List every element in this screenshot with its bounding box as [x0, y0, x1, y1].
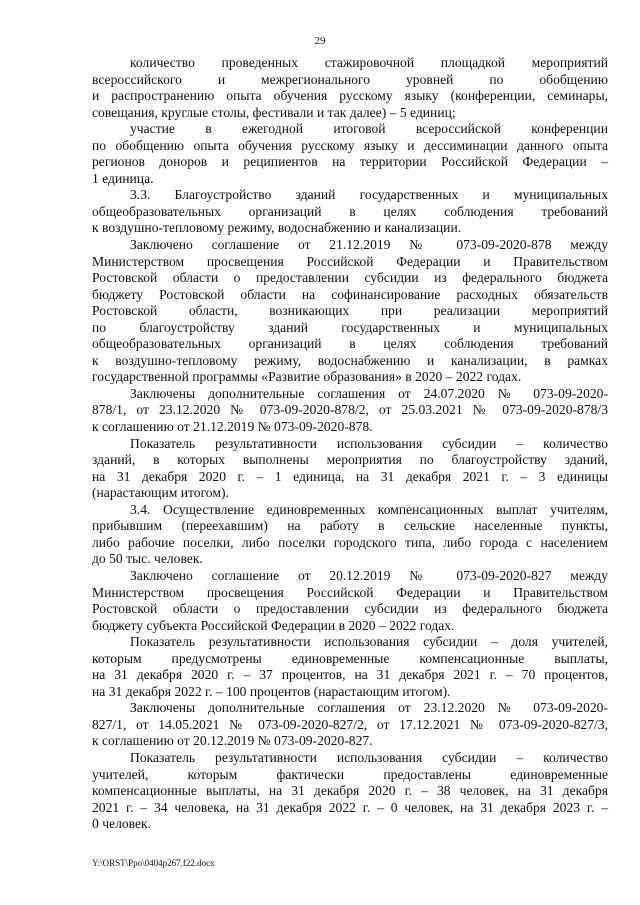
text-line: Министерством просвещения Российской Федерации и Правительством — [92, 253, 608, 269]
text-line: по благоустройству зданий государственных и муниципальных — [92, 319, 608, 335]
text-line: Заключено соглашение от 20.12.2019 № 073-09-2020-827 между — [130, 567, 608, 583]
text-line: на 31 декабря 2020 г. – 37 процентов, на 31 декабря 2021 г. – 70 процентов, — [92, 667, 608, 683]
paragraph — [92, 121, 608, 187]
page-number: 29 — [314, 35, 326, 47]
text-line: до 50 тыс. человек. — [92, 551, 203, 567]
text-line: к соглашению от 21.12.2019 № 073-09-2020-878. — [92, 419, 373, 435]
text-line: на 31 декабря 2022 г. – 100 процентов (нарастающим итогом). — [92, 683, 451, 699]
text-line: регионов доноров и реципиентов на территории Российской Федерации – — [92, 154, 608, 170]
text-line: Заключено соглашение от 21.12.2019 № 073-09-2020-878 между — [130, 237, 608, 253]
text-line: которым предусмотрены единовременные компенсационные выплаты, — [92, 650, 608, 666]
text-line: Заключены дополнительные соглашения от 23.12.2020 № 073-09-2020- — [130, 700, 608, 716]
text-line: Ростовской области о предоставлении субсидии из федерального бюджета — [92, 270, 608, 286]
paragraph — [92, 436, 608, 502]
text-line: Министерством просвещения Российской Федерации и Правительством — [92, 584, 608, 600]
text-line: по обобщению опыта обучения русскому языку и дессиминации данного опыта — [92, 137, 608, 153]
text-line: зданий, в которых выполнены мероприятия по благоустройству зданий, — [92, 452, 608, 468]
text-line: на 31 декабря 2020 г. – 1 единица, на 31 декабря 2021 г. – 3 единицы — [92, 468, 608, 484]
text-line: бюджету субъекта Российской Федерации в 2020 – 2022 годах. — [92, 617, 455, 633]
text-line: (нарастающим итогом). — [92, 485, 229, 501]
text-line: Показатель результативности использования субсидии – доля учителей, — [130, 634, 608, 650]
text-line: государственной программы «Развитие образования» в 2020 – 2022 годах. — [92, 369, 522, 385]
paragraph — [92, 568, 608, 634]
text-line: всероссийского и межрегионального уровней по обобщению — [92, 71, 608, 87]
text-line: совещания, круглые столы, фестивали и так далее) – 5 единиц; — [92, 104, 456, 120]
text-line: количество проведенных стажировочной площадкой мероприятий — [130, 55, 608, 70]
paragraph — [92, 55, 608, 121]
text-line: 3.4. Осуществление единовременных компенсационных выплат учителям, — [130, 501, 608, 517]
text-line: к воздушно-тепловому режиму, водоснабжению и канализации. — [92, 220, 462, 236]
text-line: к соглашению от 20.12.2019 № 073-09-2020-827. — [92, 733, 373, 749]
text-line: 0 человек. — [92, 816, 152, 832]
text-line: общеобразовательных организаций в целях соблюдения требований — [92, 336, 608, 352]
text-line: участие в ежегодной итоговой всероссийской конференции — [130, 121, 608, 137]
paragraph — [92, 634, 608, 700]
text-line: 878/1, от 23.12.2020 № 073-09-2020-878/2, от 25.03.2021 № 073-09-2020-878/3 — [92, 402, 608, 418]
paragraph — [92, 750, 608, 833]
document-body — [92, 55, 608, 833]
text-line: и распространению опыта обучения русскому языку (конференции, семинары, — [92, 88, 608, 104]
file-path-footer: Y:\ORST\Ppo\0404p267.f22.docx — [92, 858, 215, 868]
text-line: 1 единица. — [92, 170, 154, 186]
text-line: учителей, которым фактически предоставлены единовременные — [92, 766, 608, 782]
text-line: компенсационные выплаты, на 31 декабря 2020 г. – 38 человек, на 31 декабря — [92, 783, 608, 799]
text-line: общеобразовательных организаций в целях соблюдения требований — [92, 203, 608, 219]
paragraph — [92, 187, 608, 237]
paragraph — [92, 386, 608, 436]
text-line: к воздушно-тепловому режиму, водоснабжению и канализации, в рамках — [92, 352, 608, 368]
paragraph — [92, 237, 608, 386]
text-line: 2021 г. – 34 человека, на 31 декабря 2022 г. – 0 человек, на 31 декабря 2023 г. – — [92, 799, 608, 815]
text-line: Показатель результативности использования субсидии – количество — [130, 435, 608, 451]
text-line: бюджету Ростовской области на софинансирование расходных обязательств — [92, 286, 608, 302]
text-line: Ростовской области, возникающих при реализации мероприятий — [92, 303, 608, 319]
paragraph — [92, 502, 608, 568]
paragraph — [92, 700, 608, 750]
text-line: 827/1, от 14.05.2021 № 073-09-2020-827/2, от 17.12.2021 № 073-09-2020-827/3, — [92, 716, 608, 732]
text-line: Показатель результативности использования субсидии – количество — [130, 749, 608, 765]
text-line: 3.3. Благоустройство зданий государственных и муниципальных — [130, 187, 608, 203]
text-line: прибывшим (переехавшим) на работу в сельские населенные пункты, — [92, 518, 608, 534]
text-line: либо рабочие поселки, либо поселки городского типа, либо города с населением — [92, 534, 608, 550]
text-line: Ростовской области о предоставлении субсидии из федерального бюджета — [92, 601, 608, 617]
text-line: Заключены дополнительные соглашения от 24.07.2020 № 073-09-2020- — [130, 385, 608, 401]
